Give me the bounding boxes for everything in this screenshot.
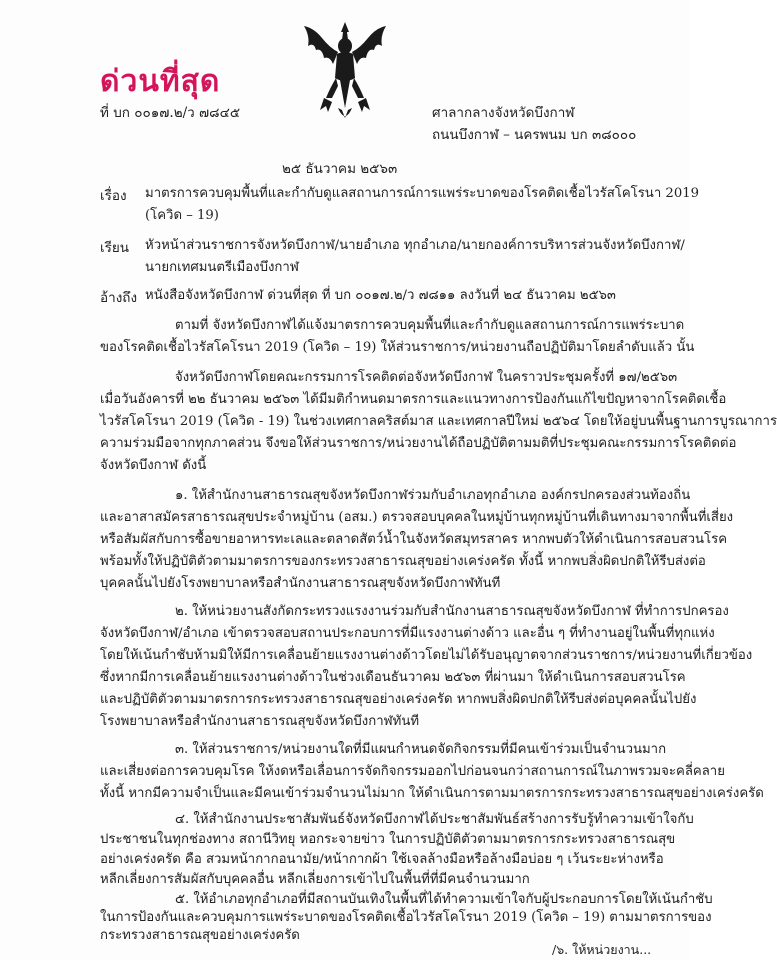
paragraph-line: พร้อมทั้งให้ปฏิบัติตัวตามมาตรการของกระทรวงสาธารณสุขอย่างเคร่งครัด ทั้งนี้ หากพบสิ่งผิดปกติให้รีบส่งต่อ: [100, 554, 706, 569]
paragraph-line: โดยให้เน้นกำชับห้ามมิให้มีการเคลื่อนย้ายแรงงานต่างด้าวโดยไม่ได้รับอนุญาตจากส่วนราชการ/หน่วยงานที่เกี่ยวข้อง: [100, 648, 753, 663]
paragraph-line: ๕. ให้อำเภอทุกอำเภอที่มีสถานบันเทิงในพื้นที่ได้ทำความเข้าใจกับผู้ประกอบการโดยให้เน้นกำชับ: [175, 892, 713, 907]
paragraph-line: ความร่วมมือจากทุกภาคส่วน จึงขอให้ส่วนราชการ/หน่วยงานได้ถือปฏิบัติตามมติที่ประชุมคณะกรรมการโรคติดต่อ: [100, 436, 737, 451]
paragraph-line: ๓. ให้ส่วนราชการ/หน่วยงานใดที่มีแผนกำหนดจัดกิจกรรมที่มีคนเข้าร่วมเป็นจำนวนมาก: [175, 742, 667, 757]
paragraph-line: ประชาชนในทุกช่องทาง สถานีวิทยุ หอกระจายข่าว ในการปฏิบัติตัวตามมาตรการกระทรวงสาธารณสุข: [100, 832, 676, 847]
garuda-emblem-icon: [300, 18, 390, 128]
paragraph-line: อย่างเคร่งครัด คือ สวมหน้ากากอนามัย/หน้ากากผ้า ใช้เจลล้างมือหรือล้างมือบ่อย ๆ เว้นระยะห่างหรือ: [100, 852, 664, 867]
paragraph-line: จังหวัดบึงกาฬ ดังนี้: [100, 458, 207, 473]
paragraph-line: ของโรคติดเชื้อไวรัสโคโรนา 2019 (โควิด – 19) ให้ส่วนราชการ/หน่วยงานถือปฏิบัติมาโดยลำดับแล้ว นั้น: [100, 340, 695, 355]
office-address-line1: ศาลากลางจังหวัดบึงกาฬ: [432, 105, 575, 121]
paragraph-line: หรือสัมผัสกับการซื้อขายอาหารทะเลและตลาดสัตว์น้ำในจังหวัดสมุทรสาคร หากพบตัวให้ดำเนินการสอบสวนโรค: [100, 532, 728, 547]
subject-label: เรื่อง: [100, 188, 127, 204]
recipient-line: หัวหน้าส่วนราชการจังหวัดบึงกาฬ/นายอำเภอ ทุกอำเภอ/นายกองค์การบริหารส่วนจังหวัดบึงกาฬ/: [145, 238, 685, 253]
recipient-line: นายกเทศมนตรีเมืองบึงกาฬ: [145, 260, 299, 275]
paragraph-line: กระทรวงสาธารณสุขอย่างเคร่งครัด: [100, 928, 300, 943]
paragraph-line: ไวรัสโคโรนา 2019 (โควิด - 19) ในช่วงเทศกาลคริสต์มาส และเทศกาลปีใหม่ ๒๕๖๔ โดยให้อยู่บนพื้นฐานการบูรณาการ: [100, 414, 777, 429]
subject-line: (โควิด – 19): [145, 208, 219, 223]
paragraph-line: ๒. ให้หน่วยงานสังกัดกระทรวงแรงงานร่วมกับสำนักงานสาธารณสุขจังหวัดบึงกาฬ ที่ทำการปกครอง: [175, 604, 729, 619]
paragraph-line: ๔. ให้สำนักงานประชาสัมพันธ์จังหวัดบึงกาฬได้ประชาสัมพันธ์สร้างการรับรู้ทำความเข้าใจกับ: [175, 812, 694, 827]
office-address-line2: ถนนบึงกาฬ – นครพนม บก ๓๘๐๐๐: [432, 127, 637, 143]
paragraph-line: และปฏิบัติตัวตามมาตรการกระทรวงสาธารณสุขอย่างเคร่งครัด หากพบสิ่งผิดปกติให้รีบส่งต่อบุคคลนั้นไปยัง: [100, 692, 697, 707]
document-date: ๒๕ ธันวาคม ๒๕๖๓: [282, 161, 398, 177]
paragraph-line: ซึ่งหากมีการเคลื่อนย้ายแรงงานต่างด้าวในช่วงเดือนธันวาคม ๒๕๖๓ ที่ผ่านมา ให้ดำเนินการสอบสวนโรค: [100, 670, 686, 685]
paragraph-line: ตามที่ จังหวัดบึงกาฬได้แจ้งมาตรการควบคุมพื้นที่และกำกับดูแลสถานการณ์การแพร่ระบาด: [175, 318, 685, 333]
continuation-marker: /๖. ให้หน่วยงาน...: [552, 942, 652, 957]
paragraph-line: ในการป้องกันและควบคุมการแพร่ระบาดของโรคติดเชื้อไวรัสโคโรนา 2019 (โควิด – 19) ตามมาตรการของ: [100, 910, 712, 925]
paragraph-line: จังหวัดบึงกาฬ/อำเภอ เข้าตรวจสอบสถานประกอบการที่มีแรงงานต่างด้าว และอื่น ๆ ที่ทำงานอยู่ในพื้นที่ทุกแห่ง: [100, 626, 715, 641]
paragraph-line: โรงพยาบาลหรือสำนักงานสาธารณสุขจังหวัดบึงกาฬทันที: [100, 714, 420, 729]
paragraph-line: หลีกเลี่ยงการสัมผัสกับบุคคลอื่น หลีกเลี่ยงการเข้าไปในพื้นที่ที่มีคนจำนวนมาก: [100, 872, 530, 887]
subject-line: มาตรการควบคุมพื้นที่และกำกับดูแลสถานการณ์การแพร่ระบาดของโรคติดเชื้อไวรัสโคโรนา 2019: [145, 186, 699, 201]
reference-text: หนังสือจังหวัดบึงกาฬ ด่วนที่สุด ที่ บก ๐๐๑๗.๒/ว ๗๘๑๑ ลงวันที่ ๒๔ ธันวาคม ๒๕๖๓: [145, 288, 616, 303]
urgency-stamp: ด่วนที่สุด: [100, 64, 221, 99]
paragraph-line: ทั้งนี้ หากมีความจำเป็นและมีคนเข้าร่วมจำนวนไม่มาก ให้ดำเนินการตามมาตรการกระทรวงสาธารณสุขอย่างเคร่งครัด: [100, 786, 764, 801]
recipient-label: เรียน: [100, 240, 130, 256]
paragraph-line: และเสี่ยงต่อการควบคุมโรค ให้งดหรือเลื่อนการจัดกิจกรรมออกไปก่อนจนกว่าสถานการณ์ในภาพรวมจะคลี่คลาย: [100, 764, 725, 779]
paragraph-line: และอาสาสมัครสาธารณสุขประจำหมู่บ้าน (อสม.) ตรวจสอบบุคคลในหมู่บ้านทุกหมู่บ้านที่เดินทางมาจากพื้นที่เสี่ยง: [100, 510, 734, 525]
paragraph-line: บุคคลนั้นไปยังโรงพยาบาลหรือสำนักงานสาธารณสุขจังหวัดบึงกาฬทันที: [100, 576, 501, 591]
document-number: ที่ บก ๐๐๑๗.๒/ว ๗๘๔๕: [100, 105, 241, 121]
paragraph-line: จังหวัดบึงกาฬโดยคณะกรรมการโรคติดต่อจังหวัดบึงกาฬ ในคราวประชุมครั้งที่ ๑๗/๒๕๖๓: [175, 370, 678, 385]
paragraph-line: ๑. ให้สำนักงานสาธารณสุขจังหวัดบึงกาฬร่วมกับอำเภอทุกอำเภอ องค์กรปกครองส่วนท้องถิ่น: [175, 488, 691, 503]
paragraph-line: เมื่อวันอังคารที่ ๒๒ ธันวาคม ๒๕๖๓ ได้มีมติกำหนดมาตรการและแนวทางการป้องกันแก้ไขปัญหาจากโรคติดเชื้อ: [100, 392, 727, 407]
reference-label: อ้างถึง: [100, 290, 138, 306]
